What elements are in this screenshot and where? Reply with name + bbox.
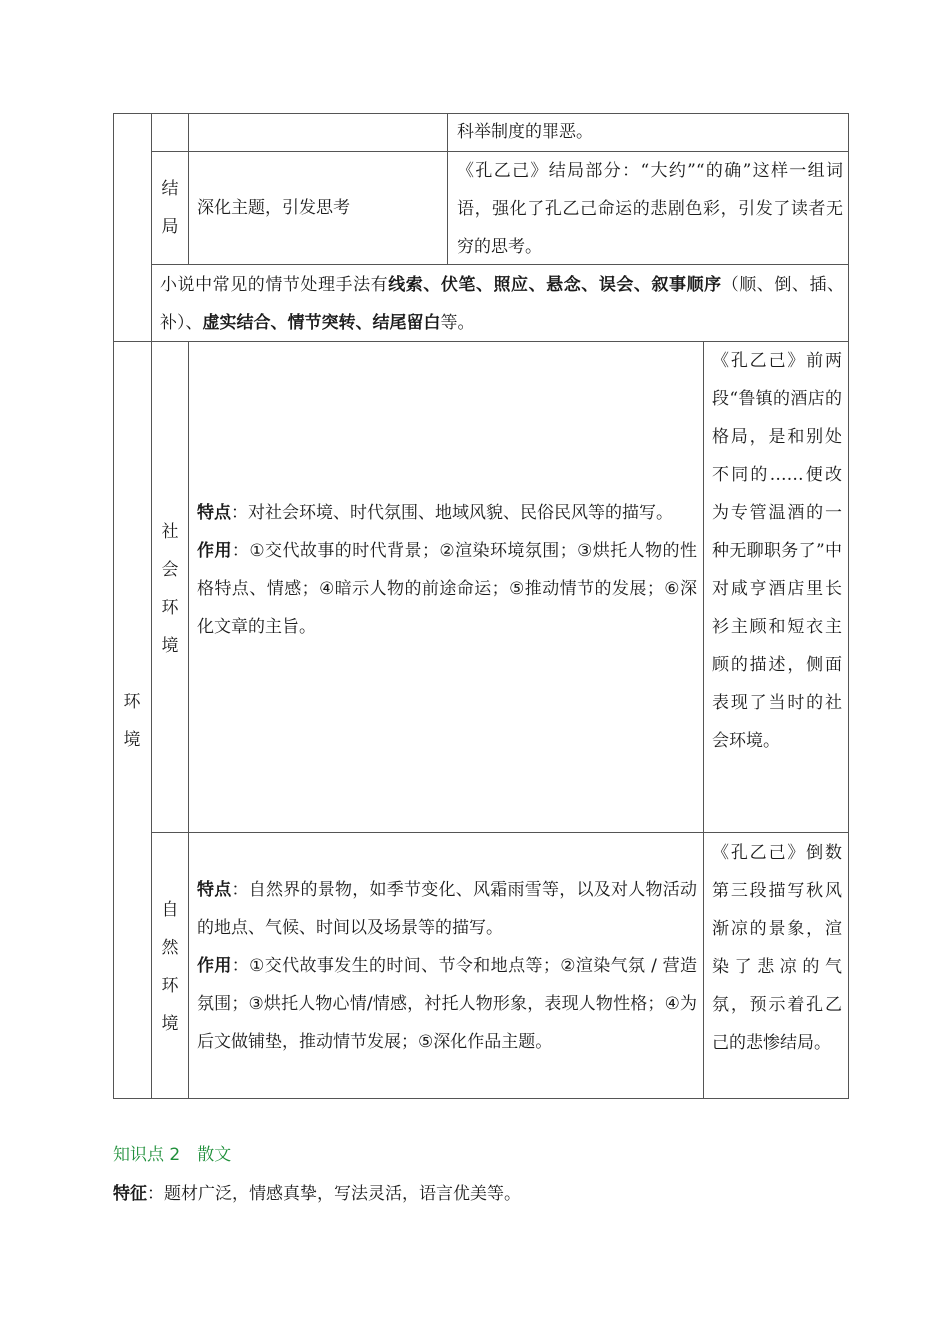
section-heading: 知识点 2 散文: [113, 1145, 232, 1165]
environment-label-char: 环: [123, 692, 141, 712]
feature-label: 特点: [197, 880, 232, 900]
effect-text: ：①交代故事发生的时间、节令和地点等；②渲染气氛 / 营造氛围；③烘托人物心情/情感，衬托人物形象，表现人物性格；④为后文做铺垫，推动情节发展；⑤深化作品主题。: [197, 956, 698, 1052]
social-env-label-char: 境: [161, 636, 179, 656]
natural-env-label-char: 环: [161, 976, 179, 996]
social-env-label-char: 环: [161, 598, 179, 618]
natural-env-example: 《孔乙己》倒数第三段描写秋风渐凉的景象，渲染了悲凉的气氛，预示着孔乙己的悲惨结局。: [712, 843, 842, 1053]
summary-bold-1: 线索、伏笔、照应、悬念、误会、叙事顺序: [388, 275, 722, 295]
summary-text-3: 等。: [440, 313, 475, 333]
ending-example: 《孔乙己》结局部分：“大约”“的确”这样一组词语，强化了孔乙己命运的悲剧色彩，引发了读者无穷的思考。: [457, 161, 843, 257]
row0-example: 科举制度的罪恶。: [457, 122, 593, 142]
feature-label: 特点: [197, 503, 231, 523]
feature-text: ：对社会环境、时代氛围、地域风貌、民俗民风等的描写。: [231, 503, 673, 523]
social-env-label-char: 会: [161, 560, 179, 580]
effect-label: 作用: [197, 541, 232, 561]
social-env-effect: [197, 532, 697, 646]
social-env-feature: [197, 494, 697, 532]
social-env-label-char: 社: [161, 522, 179, 542]
section-feature-label: 特征: [113, 1184, 147, 1204]
natural-env-label-char: 境: [161, 1014, 179, 1034]
feature-text: ：自然界的景物，如季节变化、风霜雨雪等，以及对人物活动的地点、气候、时间以及场景等的描写。: [197, 880, 697, 938]
natural-env-label-char: 然: [161, 938, 179, 958]
natural-env-feature: [197, 871, 697, 947]
environment-label-char: 境: [123, 730, 141, 750]
effect-text: ：①交代故事的时代背景；②渲染环境氛围；③烘托人物的性格特点、情感；④暗示人物的前途命运；⑤推动情节的发展；⑥深化文章的主旨。: [197, 541, 697, 637]
natural-env-description: [197, 871, 697, 1061]
ending-label-char: 局: [161, 217, 179, 237]
plot-techniques-summary: [160, 266, 844, 342]
social-env-example: 《孔乙己》前两段“鲁镇的酒店的格局，是和别处不同的……便改为专管温酒的一种无聊职务了”中对咸亨酒店里长衫主顾和短衣主顾的描述，侧面表现了当时的社会环境。: [712, 351, 842, 751]
summary-text-2: （顺、倒、插、补）、: [160, 275, 845, 333]
section-feature-text: ：题材广泛，情感真挚，写法灵活，语言优美等。: [147, 1184, 521, 1204]
natural-env-effect: [197, 947, 697, 1061]
natural-env-label-char: 自: [161, 900, 179, 920]
summary-bold-2: 虚实结合、情节突转、结尾留白: [202, 313, 441, 333]
ending-function: 深化主题，引发思考: [197, 198, 350, 218]
effect-label: 作用: [197, 956, 232, 976]
section-feature: [113, 1175, 848, 1213]
summary-text-1: 小说中常见的情节处理手法有: [160, 275, 389, 295]
social-env-description: [197, 494, 697, 646]
ending-label-char: 结: [161, 179, 179, 199]
